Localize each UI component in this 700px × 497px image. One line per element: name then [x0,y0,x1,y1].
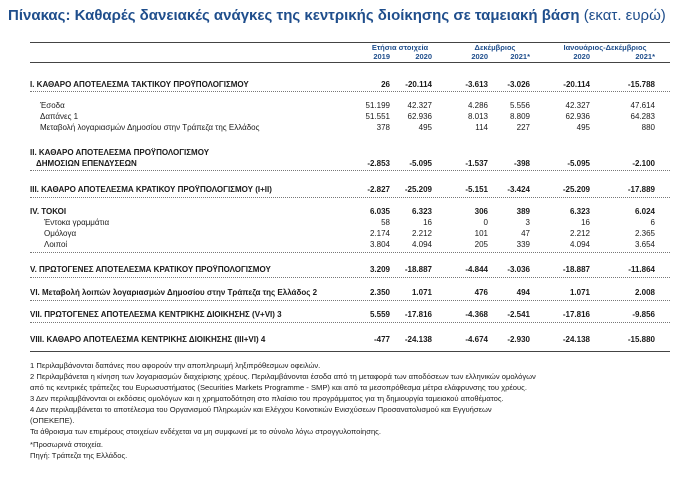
table-cell: -18.887 [562,265,590,274]
page-title [8,7,666,24]
table-cell: -5.095 [567,159,590,168]
table-cell: 6.323 [411,207,432,216]
table-cell: 16 [423,218,432,227]
table-cell: 495 [418,123,432,132]
table-cell: -1.537 [465,159,488,168]
table-cell: 26 [381,80,390,89]
table-cell: -18.887 [404,265,432,274]
table-cell: 495 [576,123,590,132]
table-cell: 42.327 [407,101,432,110]
row-label: II. ΚΑΘΑΡΟ ΑΠΟΤΕΛΕΣΜΑ ΠΡΟΫΠΟΛΟΓΙΣΜΟΥ [30,148,210,157]
table-cell: 3.804 [369,240,390,249]
table-cell: -25.209 [562,185,590,194]
row-label: V. ΠΡΩΤΟΓΕΝΕΣ ΑΠΟΤΕΛΕΣΜΑ ΚΡΑΤΙΚΟΥ ΠΡΟΫΠΟΛΟΓΙΣΜΟΥ [30,265,271,274]
table-cell: 2.212 [569,229,590,238]
row-label: Μεταβολή λογαριασμών Δημοσίου στην Τράπεζα της Ελλάδος [40,123,260,132]
footnotes [30,360,670,461]
table-cell: 16 [581,218,590,227]
table-cell: 494 [516,288,530,297]
year-header: 2019 [373,52,390,61]
table-cell: -15.788 [627,80,655,89]
table-cell: -5.095 [409,159,432,168]
table-cell: 2.174 [369,229,390,238]
table-cell: -3.036 [507,265,530,274]
table-cell: -4.368 [465,310,488,319]
table-cell: -3.424 [507,185,530,194]
table-cell: 339 [516,240,530,249]
table-cell: -4.844 [465,265,488,274]
table-cell: -477 [373,335,390,344]
table-cell: -17.816 [404,310,432,319]
row-label: Έσοδα [40,101,65,110]
table-cell: 6.035 [369,207,390,216]
row-separator [30,170,670,171]
table-cell: 1.071 [569,288,590,297]
table-cell: 4.094 [569,240,590,249]
row-separator [30,322,670,323]
footnote: 4 Δεν περιλαμβάνεται το αποτέλεσμα του Οργανισμού Πληρωμών και Ελέγχου Κοινοτικών Ενισχύσεων Προσανατολισμού και Εγγυήσεων [30,405,492,414]
table-cell: 1.071 [411,288,432,297]
table-cell: -2.541 [507,310,530,319]
table-cell: 6.024 [634,207,655,216]
row-label: IV. ΤΟΚΟΙ [30,207,67,216]
footnote: από τις κεντρικές τράπεζες του Ευρωσυστήματος (Securities Markets Programme - SMP) και από τα μεσοπρόθεσμα μέτρα ελάφρυνσης του χρέους. [30,383,527,392]
footnote: Τα άθροισμα των επιμέρους στοιχείων ενδέχεται να μη συμφωνεί με το σύνολο λόγω στρογγυλοποίησης. [30,427,381,436]
table-cell: -2.100 [632,159,655,168]
footnote: 3 Δεν περιλαμβάνονται οι εκδόσεις ομολόγων και η χρηματοδότηση στο πλαίσιο του προγράμματος για τη δημιουργία ταμειακού αποθέματος. [30,394,504,403]
provisional-note: *Προσωρινά στοιχεία. [30,440,103,449]
table-cell: 2.212 [411,229,432,238]
table-cell: 306 [474,207,488,216]
row-label: Έντοκα γραμμάτια [44,218,110,227]
row-label: VIII. ΚΑΘΑΡΟ ΑΠΟΤΕΛΕΣΜΑ ΚΕΝΤΡΙΚΗΣ ΔΙΟΙΚΗΣΗΣ (III+VI) 4 [30,335,266,344]
header-bottom-rule [30,62,670,63]
table-cell: 64.283 [630,112,655,121]
footnote: (ΟΠΕΚΕΠΕ). [30,416,75,425]
table-cell: 0 [483,218,488,227]
table-cell: 51.551 [365,112,390,121]
table-title: Πίνακας: Καθαρές δανειακές ανάγκες της κεντρικής διοίκησης σε ταμειακή βάση [8,7,580,24]
table-cell: 476 [474,288,488,297]
row-label: Λοιποί [44,240,68,249]
row-separator [30,91,670,92]
year-header: 2020 [471,52,488,61]
table-cell: 2.008 [634,288,655,297]
table-cell: 58 [381,218,390,227]
table-cell: 4.286 [467,101,488,110]
table-cell: -2.827 [367,185,390,194]
table-cell: 101 [474,229,488,238]
table-cell: -17.816 [562,310,590,319]
table-cell: 880 [641,123,655,132]
footnote: 1 Περιλαμβάνονται δαπάνες που αφορούν την αποπληρωμή ληξιπρόθεσμων οφειλών. [30,361,321,370]
table-cell: 6.323 [569,207,590,216]
row-separator [30,277,670,278]
group-header-jan-dec: Ιανουάριος-Δεκέμβριος [563,43,647,52]
table-cell: -3.613 [465,80,488,89]
table-cell: 42.327 [565,101,590,110]
row-label: Ομόλογα [44,229,77,238]
table-cell: 8.013 [467,112,488,121]
row-label-continued: ΔΗΜΟΣΙΩΝ ΕΠΕΝΔΥΣΕΩΝ [36,159,137,168]
table-cell: -398 [513,159,530,168]
table-cell: 2.350 [369,288,390,297]
table-cell: 6 [650,218,655,227]
table-cell: 205 [474,240,488,249]
year-header: 2021* [635,52,655,61]
group-header-december: Δεκέμβριος [474,43,516,52]
table-cell: 114 [475,123,488,132]
table-cell: 3.209 [369,265,390,274]
row-separator [30,252,670,253]
table-cell: 47.614 [630,101,655,110]
table-cell: 389 [516,207,530,216]
table-cell: 4.094 [411,240,432,249]
table-cell: 8.809 [509,112,530,121]
table-bottom-rule [30,351,670,352]
row-label: Δαπάνες 1 [40,112,79,121]
row-label: VI. Μεταβολή λοιπών λογαριασμών Δημοσίου στην Τράπεζα της Ελλάδος 2 [30,288,318,297]
table-cell: -3.026 [507,80,530,89]
row-label: III. ΚΑΘΑΡΟ ΑΠΟΤΕΛΕΣΜΑ ΚΡΑΤΙΚΟΥ ΠΡΟΫΠΟΛΟΓΙΣΜΟΥ (I+II) [30,185,272,194]
row-label: VII. ΠΡΩΤΟΓΕΝΕΣ ΑΠΟΤΕΛΕΣΜΑ ΚΕΝΤΡΙΚΗΣ ΔΙΟΙΚΗΣΗΣ (V+VI) 3 [30,310,282,319]
table-cell: 47 [521,229,530,238]
table-cell: 62.936 [407,112,432,121]
table-cell: -4.674 [465,335,488,344]
table-cell: -20.114 [563,80,590,89]
year-header: 2020 [573,52,590,61]
group-header-annual: Ετήσια στοιχεία [371,43,429,52]
row-separator [30,197,670,198]
table-cell: 62.936 [565,112,590,121]
footnote: 2 Περιλαμβάνεται η κίνηση των λογαριασμών διαχείρισης χρέους. Περιλαμβάνονται έσοδα από τη μεταφορά των αποδόσεων των ελληνικών ομολόγων [30,372,536,381]
table-cell: -2.930 [507,335,530,344]
table-cell: -25.209 [404,185,432,194]
table-cell: 378 [376,123,390,132]
row-label: I. ΚΑΘΑΡΟ ΑΠΟΤΕΛΕΣΜΑ ΤΑΚΤΙΚΟΥ ΠΡΟΫΠΟΛΟΓΙΣΜΟΥ [30,80,249,89]
table-cell: 5.556 [509,101,530,110]
table-cell: 3 [525,218,530,227]
table-cell: -2.853 [367,159,390,168]
year-header: 2020 [415,52,432,61]
table-cell: -9.856 [632,310,655,319]
table-cell: 5.559 [369,310,390,319]
source-note: Πηγή: Τράπεζα της Ελλάδος. [30,451,128,460]
table-cell: -20.114 [405,80,432,89]
table-cell: 227 [516,123,530,132]
table-cell: -15.880 [627,335,655,344]
table-cell: 51.199 [365,101,390,110]
year-header: 2021* [510,52,530,61]
table-cell: -24.138 [404,335,432,344]
table-cell: -24.138 [562,335,590,344]
table-cell: 2.365 [634,229,655,238]
unit-label: (εκατ. ευρώ) [583,7,666,24]
table-cell: -11.864 [628,265,655,274]
table-cell: -5.151 [465,185,488,194]
table-cell: 3.654 [634,240,655,249]
row-separator [30,300,670,301]
table-cell: -17.889 [627,185,655,194]
